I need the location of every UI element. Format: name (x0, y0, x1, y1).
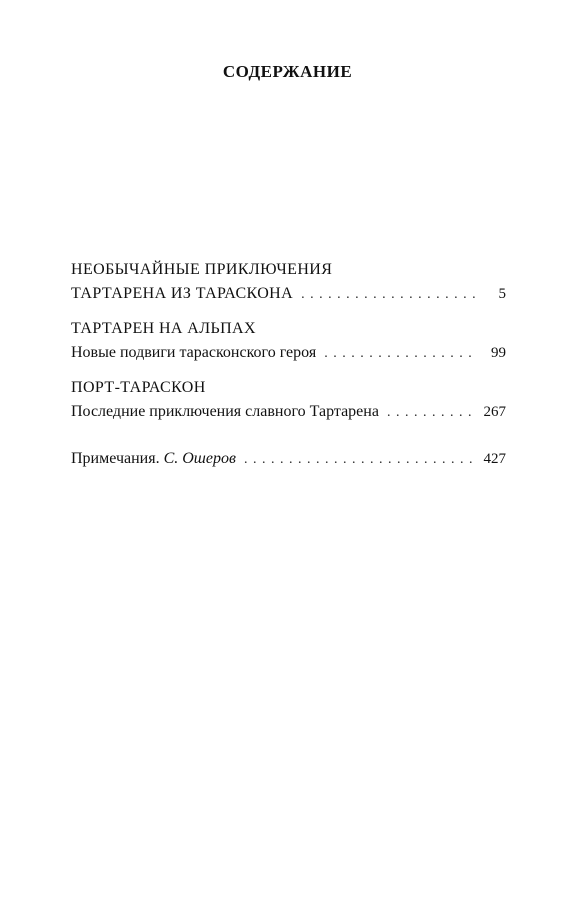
page-number: 427 (483, 451, 506, 467)
notes-label: Примечания. (71, 450, 160, 467)
dot-leader (301, 283, 476, 307)
toc-entry-heading: ТАРТАРЕН НА АЛЬПАХ (71, 320, 256, 337)
dot-leader (244, 448, 476, 472)
page-number: 5 (498, 286, 506, 302)
toc-entry-subtitle: Новые подвиги тарасконского героя (71, 344, 317, 361)
toc-entry-tartarin-of-tarascon[interactable] (71, 258, 506, 307)
page-title: СОДЕРЖАНИЕ (222, 62, 353, 81)
page-number: 267 (483, 404, 506, 420)
dot-leader (324, 342, 476, 366)
toc-entry-row (71, 282, 506, 307)
dot-leader (387, 401, 476, 425)
toc-entry-subtitle: ТАРТАРЕНА ИЗ ТАРАСКОНА (71, 285, 294, 302)
toc-entry-subtitle: Последние приключения славного Тартарена (71, 403, 379, 420)
toc-entry-port-tarascon[interactable] (71, 376, 506, 425)
toc-entry-row (71, 400, 506, 425)
toc-entry-row (71, 341, 506, 366)
toc-entry-notes[interactable] (71, 447, 506, 472)
table-of-contents (71, 258, 506, 482)
page-number: 99 (491, 345, 506, 361)
toc-entry-heading: НЕОБЫЧАЙНЫЕ ПРИКЛЮЧЕНИЯ (71, 261, 333, 278)
toc-entry-row (71, 447, 506, 472)
toc-entry-heading: ПОРТ-ТАРАСКОН (71, 379, 206, 396)
notes-author: С. Ошеров (163, 450, 236, 467)
toc-entry-tartarin-on-the-alps[interactable] (71, 317, 506, 366)
